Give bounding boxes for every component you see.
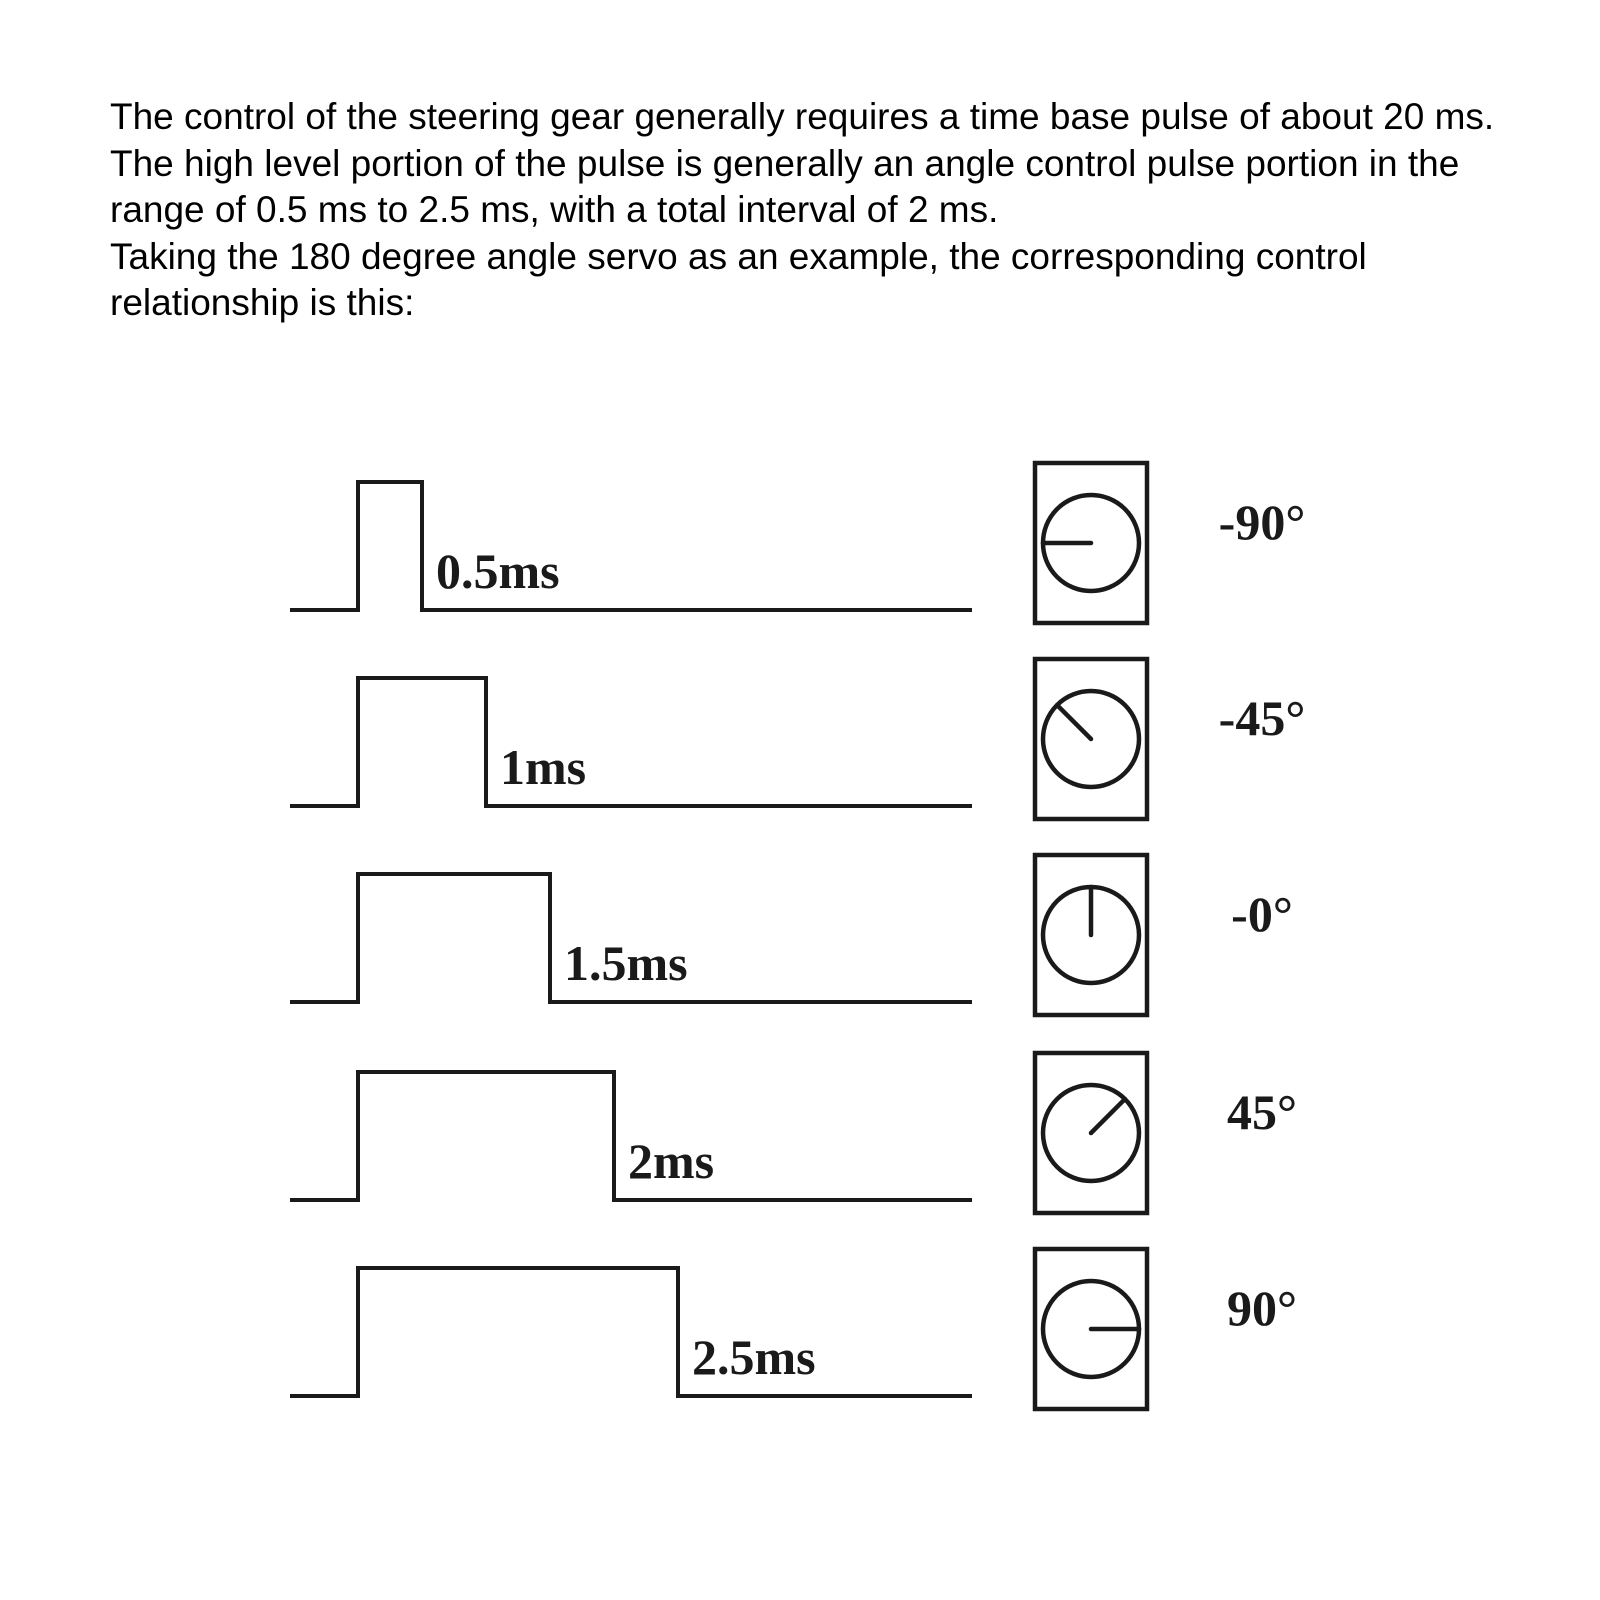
servo-dial-2 [1035,855,1147,1015]
angle-label-2: -0° [1231,886,1293,942]
angle-label-4: 90° [1227,1280,1297,1336]
pulse-label-1: 1ms [500,739,587,795]
intro-line-pulse-range: The high level portion of the pulse is generally an angle control pulse portion in the range of 0.5 ms to 2.5 ms, with a total interval of 2 ms. [110,142,1460,230]
pulse-label-3: 2ms [628,1133,715,1189]
pulse-waveform-0 [292,482,970,610]
pulse-waveform-4 [292,1268,970,1396]
row-1 [292,659,1305,819]
pulse-label-0: 0.5ms [436,543,560,599]
row-3 [292,1053,1297,1213]
dial-needle-1 [1057,705,1091,739]
dial-needle-3 [1091,1099,1125,1133]
angle-label-0: -90° [1218,494,1306,550]
pulse-label-2: 1.5ms [564,935,688,991]
servo-dial-4 [1035,1249,1147,1409]
intro-line-example: Taking the 180 degree angle servo as an example, the corresponding control relationship is this: [110,235,1367,323]
servo-dial-3 [1035,1053,1147,1213]
pulse-waveform-1 [292,678,970,806]
angle-label-1: -45° [1218,690,1306,746]
row-4 [292,1249,1297,1409]
servo-dial-0 [1035,463,1147,623]
angle-label-3: 45° [1227,1084,1297,1140]
row-0 [292,463,1305,623]
pulse-label-4: 2.5ms [692,1329,816,1385]
intro-line-time-base: The control of the steering gear generally requires a time base pulse of about 20 ms. [110,96,1495,137]
row-2 [292,855,1293,1015]
servo-dial-1 [1035,659,1147,819]
